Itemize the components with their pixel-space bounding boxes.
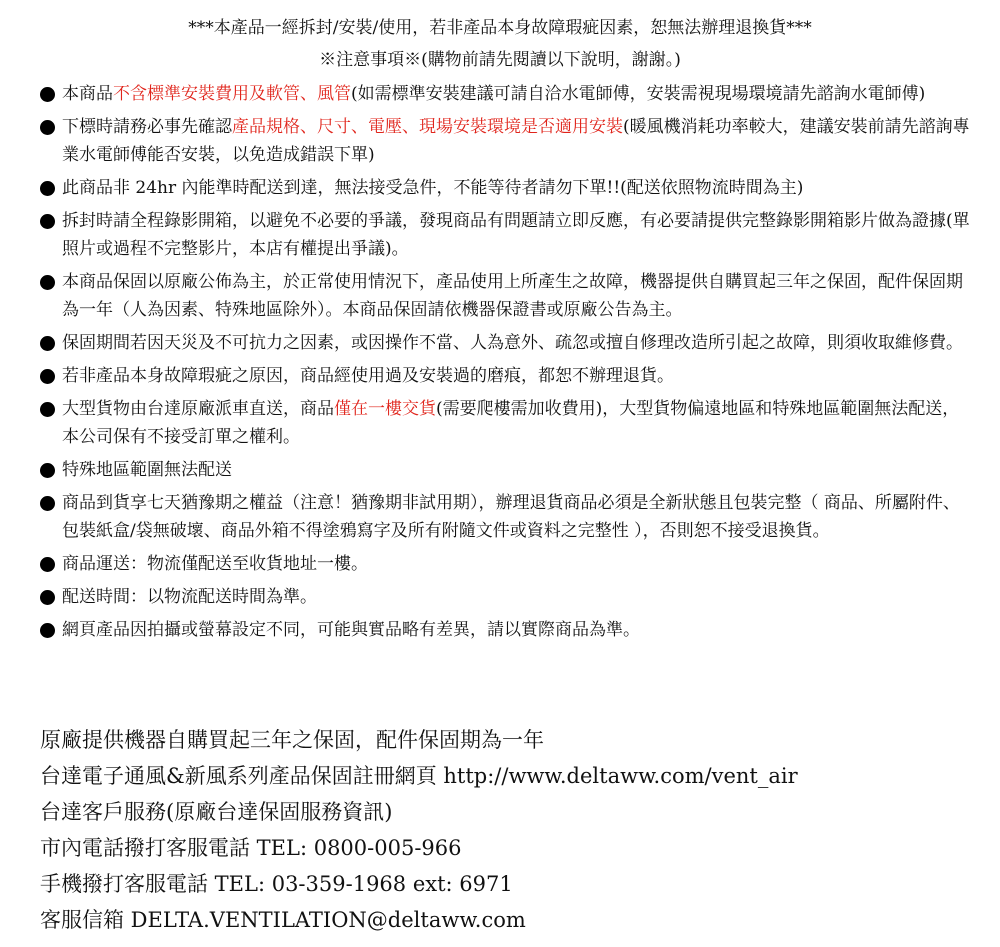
notice-text: 配送時間：以物流配送時間為準。 (62, 587, 317, 607)
return-policy-header: ***本產品一經拆封/安裝/使用，若非產品本身故障瑕疵因素，恕無法辦理退換貨*** (188, 18, 812, 38)
notice-item-spec-check (40, 113, 970, 169)
notice-text: 若非產品本身故障瑕疵之原因，商品經使用過及安裝過的磨痕，都恕不辦理退貨。 (62, 366, 674, 386)
bullet-icon (40, 369, 55, 384)
bullet-icon (40, 590, 55, 605)
service-email[interactable]: 客服信箱 DELTA.VENTILATION@deltaww.com (40, 908, 526, 932)
notice-text: 保固期間若因天災及不可抗力之因素，或因操作不當、人為意外、疏忽或擅自修理改造所引起之故障，則須收取維修費。 (62, 333, 963, 353)
notice-text: (需要爬樓需加收費用)，大型貨物偏遠地區和特殊地區範圍無法配送，本公司保有不接受訂單之權利。 (62, 399, 960, 447)
bullet-icon (40, 214, 55, 229)
bullet-icon (40, 120, 55, 135)
bullet-icon (40, 496, 55, 511)
bullet-icon (40, 623, 55, 638)
notice-text: (如需標準安裝建議可請自洽水電師傅，安裝需視現場環境請先諮詢水電師傅) (351, 84, 926, 104)
notice-highlight: 不含標準安裝費用及軟管、風管 (113, 84, 351, 104)
notice-highlight: 產品規格、尺寸、電壓、現場安裝環境是否適用安裝 (232, 117, 623, 137)
bullet-icon (40, 87, 55, 102)
notice-item-installation (40, 80, 970, 108)
notice-item-special-area (40, 456, 970, 484)
bullet-icon (40, 402, 55, 417)
notice-text: 網頁產品因拍攝或螢幕設定不同，可能與實品略有差異，請以實際商品為準。 (62, 620, 640, 640)
notice-text: 本商品 (62, 84, 113, 104)
notice-item-cooling-off (40, 489, 970, 545)
customer-service-title: 台達客戶服務(原廠台達保固服務資訊) (40, 800, 393, 824)
notice-text: 本商品保固以原廠公佈為主，於正常使用情況下，產品使用上所產生之故障，機器提供自購買起三年之保固，配件保固期為一年（人為因素、特殊地區除外）。本商品保固請依機器保證書或原廠公告為主。 (62, 272, 963, 320)
notice-text: 拆封時請全程錄影開箱，以避免不必要的爭議，發現商品有問題請立即反應，有必要請提供完整錄影開箱影片做為證據(單照片或過程不完整影片，本店有權提出爭議)。 (62, 211, 970, 259)
bullet-icon (40, 336, 55, 351)
bullet-icon (40, 557, 55, 572)
bullet-icon (40, 275, 55, 290)
notice-item-color-difference (40, 616, 970, 644)
bullet-icon (40, 463, 55, 478)
notice-item-warranty (40, 268, 970, 324)
notice-item-delivery-time (40, 174, 970, 202)
notice-text: 此商品非 24hr 內能準時配送到達，無法接受急件，不能等待者請勿下單!!(配送依照物流時間為主) (62, 178, 804, 198)
notice-item-large-cargo (40, 395, 970, 451)
notice-item-repair-fee (40, 329, 970, 357)
notice-item-delivery-schedule (40, 583, 970, 611)
notice-item-unboxing-video (40, 207, 970, 263)
mobile-phone: 手機撥打客服電話 TEL: 03-359-1968 ext: 6971 (40, 872, 513, 896)
notice-text: 商品到貨享七天猶豫期之權益（注意！猶豫期非試用期），辦理退貨商品必須是全新狀態且包裝完整（ 商品、所屬附件、包裝紙盒/袋無破壞、商品外箱不得塗鴉寫字及所有附隨文件或資料之完整性 ），否則恕不接受退換貨。 (62, 493, 960, 541)
landline-phone: 市內電話撥打客服電話 TEL: 0800-005-966 (40, 836, 462, 860)
warranty-register-link[interactable]: 台達電子通風&新風系列產品保固註冊網頁 http://www.deltaww.com/vent_air (40, 764, 798, 788)
notice-highlight: 僅在一樓交貨 (334, 399, 436, 419)
contact-info (40, 722, 970, 938)
notice-text: 特殊地區範圍無法配送 (62, 460, 232, 480)
notice-text: 大型貨物由台達原廠派車直送，商品 (62, 399, 334, 419)
notice-item-shipping (40, 550, 970, 578)
notice-text: 商品運送：物流僅配送至收貨地址一樓。 (62, 554, 368, 574)
notice-subheader: ※注意事項※(購物前請先閱讀以下說明，謝謝。) (319, 50, 681, 70)
bullet-icon (40, 181, 55, 196)
notice-item-no-return (40, 362, 970, 390)
notice-list (40, 80, 970, 649)
warranty-summary: 原廠提供機器自購買起三年之保固，配件保固期為一年 (40, 728, 544, 752)
notice-text: (暖風機消耗功率較大，建議安裝前請先諮詢專業水電師傅能否安裝，以免造成錯誤下單) (62, 117, 970, 165)
notice-text: 下標時請務必事先確認 (62, 117, 232, 137)
